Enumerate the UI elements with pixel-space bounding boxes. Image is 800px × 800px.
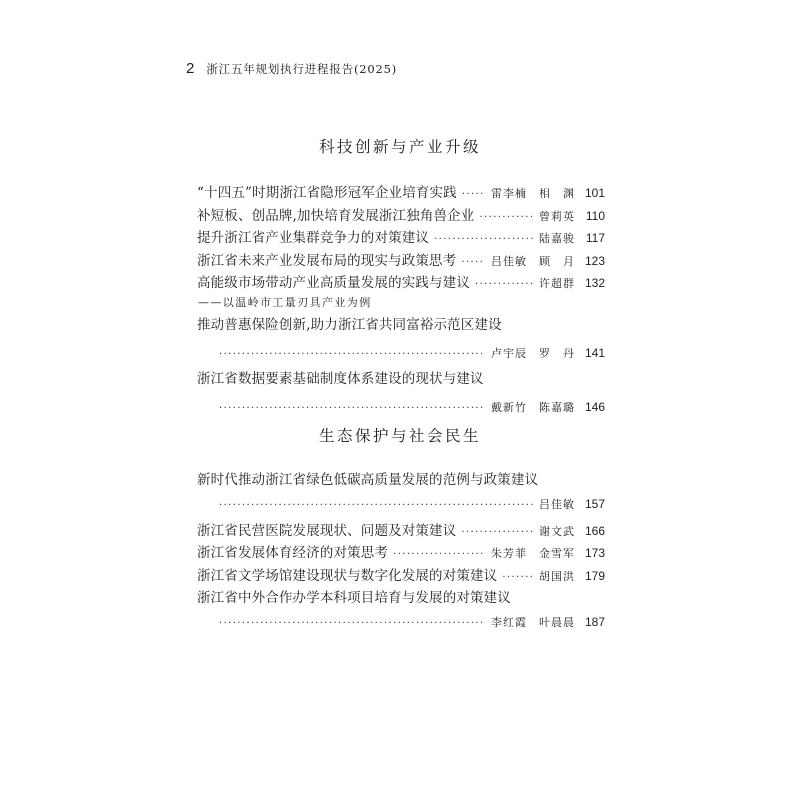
- toc-entry[interactable]: [197, 226, 605, 249]
- entry-title: 高能级市场带动产业高质量发展的实践与建议: [197, 275, 470, 291]
- entry-page: 187: [584, 615, 605, 629]
- leader-dots: [219, 618, 485, 629]
- toc-entry-title-line[interactable]: [197, 313, 605, 337]
- toc-entry[interactable]: [197, 204, 605, 227]
- leader-dots: [461, 257, 485, 268]
- leader-dots: [461, 527, 533, 538]
- entry-title: 推动普惠保险创新,助力浙江省共同富裕示范区建设: [197, 316, 502, 333]
- entry-page: 101: [584, 186, 605, 200]
- leader-dots: [434, 234, 533, 245]
- toc-entry-dots-line[interactable]: [197, 614, 605, 637]
- entry-title: “十四五”时期浙江省隐形冠军企业培育实践: [197, 185, 457, 201]
- entry-title: 浙江省民营医院发展现状、问题及对策建议: [197, 522, 457, 539]
- leader-dots: [219, 403, 485, 414]
- entry-authors: 朱芳菲 金雪军: [491, 547, 575, 560]
- entry-authors: 吕佳敏: [539, 498, 575, 511]
- leader-dots: [462, 189, 485, 200]
- toc-list-eco: [197, 468, 605, 637]
- entry-subtitle: [197, 294, 605, 313]
- entry-title: 浙江省中外合作办学本科项目培育与发展的对策建议: [197, 590, 511, 606]
- entry-page: 110: [585, 208, 605, 223]
- entry-authors: 卢宇辰 罗 丹: [491, 346, 575, 360]
- entry-page: 132: [584, 276, 605, 290]
- page-number: 2: [186, 60, 195, 77]
- leader-dots: [219, 349, 485, 360]
- toc-entry[interactable]: [197, 541, 605, 564]
- leader-dots: [475, 279, 533, 290]
- entry-subtitle-text: ——以温岭市工量刃具产业为例: [198, 295, 372, 309]
- running-header: [186, 60, 397, 80]
- entry-title: 浙江省发展体育经济的对策思考: [197, 545, 389, 561]
- entry-title: 提升浙江省产业集群竞争力的对策建议: [197, 230, 430, 246]
- entry-authors: 许超群: [539, 277, 575, 290]
- entry-page: 173: [584, 546, 605, 560]
- entry-authors: 戴新竹 陈嘉璐: [491, 401, 575, 414]
- entry-page: 157: [584, 497, 605, 511]
- section-title-eco: 生态保护与社会民生: [318, 427, 481, 445]
- entry-page: 179: [584, 568, 605, 583]
- entry-authors: 谢文武: [539, 524, 575, 538]
- leader-dots: [393, 549, 485, 560]
- toc-entry-title-line[interactable]: [197, 468, 605, 492]
- toc-entry[interactable]: [197, 181, 605, 204]
- entry-page: 141: [584, 345, 605, 360]
- entry-page: 166: [584, 523, 605, 538]
- leader-dots: [479, 212, 533, 223]
- entry-title: 浙江省文学场馆建设现状与数字化发展的对策建议: [197, 567, 498, 584]
- entry-page: 117: [585, 231, 605, 245]
- running-title: 浙江五年规划执行进程报告(2025): [206, 62, 397, 76]
- entry-title: 浙江省未来产业发展布局的现实与政策思考: [197, 252, 457, 269]
- entry-authors: 吕佳敏 顾 月: [491, 254, 575, 268]
- entry-title: 新时代推动浙江省绿色低碳高质量发展的范例与政策建议: [197, 472, 539, 488]
- toc-entry-title-line[interactable]: [197, 586, 605, 610]
- toc-entry[interactable]: [197, 249, 605, 272]
- entry-authors: 雷李楠 相 渊: [491, 187, 575, 200]
- entry-title: 浙江省数据要素基础制度体系建设的现状与建议: [197, 371, 484, 387]
- entry-authors: 陆嘉骏: [539, 232, 575, 245]
- toc-entry-dots-line[interactable]: [197, 496, 605, 519]
- toc-entry[interactable]: [197, 271, 605, 294]
- toc-entry[interactable]: [197, 564, 605, 587]
- entry-title: 补短板、创品牌,加快培育发展浙江独角兽企业: [197, 207, 475, 224]
- entry-page: 123: [584, 253, 605, 268]
- entry-page: 146: [584, 400, 605, 414]
- entry-authors: 胡国洪: [539, 569, 575, 583]
- leader-dots: [502, 572, 533, 583]
- entry-authors: 李红霞 叶晨晨: [491, 616, 575, 629]
- toc-entry-dots-line[interactable]: [197, 399, 605, 422]
- toc-entry-dots-line[interactable]: [197, 345, 605, 368]
- leader-dots: [219, 500, 533, 511]
- section-title-tech: 科技创新与产业升级: [318, 138, 481, 156]
- toc-entry[interactable]: [197, 519, 605, 542]
- toc-list-tech: [197, 181, 605, 422]
- toc-entry-title-line[interactable]: [197, 367, 605, 393]
- entry-authors: 曾莉英: [539, 209, 575, 223]
